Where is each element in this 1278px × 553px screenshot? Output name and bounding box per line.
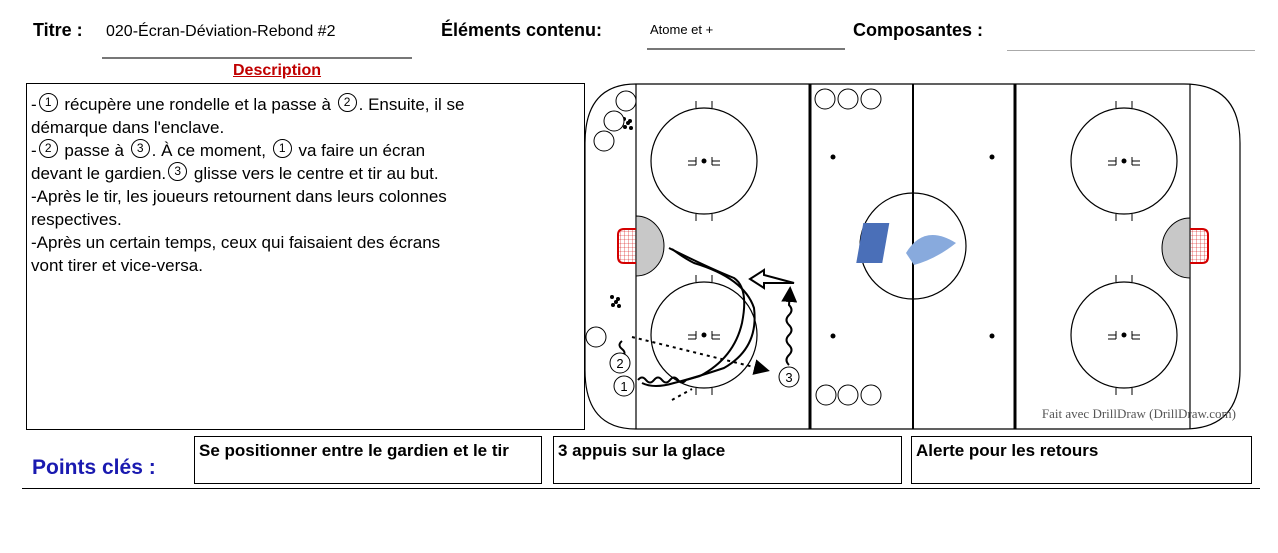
description-line: devant le gardien. 3 glisse vers le centre et tir au but. — [31, 164, 439, 183]
svg-text:3: 3 — [785, 370, 793, 385]
description-line: - 1 récupère une rondelle et la passe à 2 . Ensuite, il se — [31, 95, 465, 114]
deflection-pass — [632, 337, 766, 370]
goal-net-right — [1190, 229, 1208, 263]
player-3-path — [787, 290, 792, 365]
title-value: 020-Écran-Déviation-Rebond #2 — [106, 23, 336, 40]
content-value: Atome et + — [650, 22, 714, 37]
svg-text:1: 1 — [620, 379, 628, 394]
key-point-box — [553, 436, 902, 484]
player-number-badge: 1 — [273, 139, 292, 158]
key-point-box — [911, 436, 1252, 484]
center-logo — [856, 223, 956, 265]
description-line: vont tirer et vice-versa. — [31, 256, 203, 275]
faceoff-circle-top-left — [651, 101, 757, 221]
faceoff-circle-top-right — [1071, 101, 1177, 221]
description-line: respectives. — [31, 210, 122, 229]
skating-path-1 — [642, 249, 755, 386]
components-field[interactable] — [1007, 22, 1255, 51]
components-label: Composantes : — [853, 20, 984, 40]
player-marker-3 — [779, 367, 799, 387]
key-points-label: Points clés : — [32, 456, 156, 479]
content-field[interactable] — [647, 22, 845, 50]
description-heading: Description — [233, 62, 322, 79]
description-line: - 2 passe à 3 . À ce moment, 1 va faire un écran — [31, 141, 426, 160]
footer-divider — [22, 488, 1260, 489]
goal-net-left — [618, 229, 636, 263]
faceoff-circle-bottom-right — [1071, 275, 1177, 395]
rink-diagram — [584, 83, 1244, 430]
goal-crease-right — [1162, 218, 1190, 278]
player-marker-1 — [614, 376, 634, 396]
rebound-pass — [672, 389, 692, 400]
description-line: -Après le tir, les joueurs retournent dans leurs colonnes — [31, 187, 447, 206]
player-number-badge: 2 — [39, 139, 58, 158]
player-number-badge: 2 — [338, 93, 357, 112]
puck-pile-bottom — [610, 295, 621, 308]
drilldraw-credit: Fait avec DrillDraw (DrillDraw.com) — [1041, 406, 1236, 421]
screen-path — [669, 248, 744, 376]
player-number-badge: 3 — [168, 162, 187, 181]
content-label: Éléments contenu: — [441, 20, 603, 40]
key-point-box — [194, 436, 542, 484]
faceoff-circle-bottom-left — [651, 275, 757, 395]
player-marker-2 — [610, 353, 630, 373]
title-field[interactable] — [102, 23, 412, 59]
title-label: Titre : — [33, 20, 83, 40]
shot-arrow — [750, 270, 794, 288]
description-box — [26, 83, 585, 430]
description-line: -Après un certain temps, ceux qui faisaient des écrans — [31, 233, 441, 252]
player-number-badge: 1 — [39, 93, 58, 112]
puck-carry-path — [638, 376, 700, 383]
key-point-text: Se positionner entre le gardien et le tir — [199, 441, 509, 460]
key-point-text: Alerte pour les retours — [916, 441, 1099, 460]
goal-crease-left — [636, 216, 664, 276]
key-point-text: 3 appuis sur la glace — [558, 441, 726, 460]
svg-text:2: 2 — [616, 356, 624, 371]
player-number-badge: 3 — [131, 139, 150, 158]
description-line: démarque dans l'enclave. — [31, 118, 225, 137]
